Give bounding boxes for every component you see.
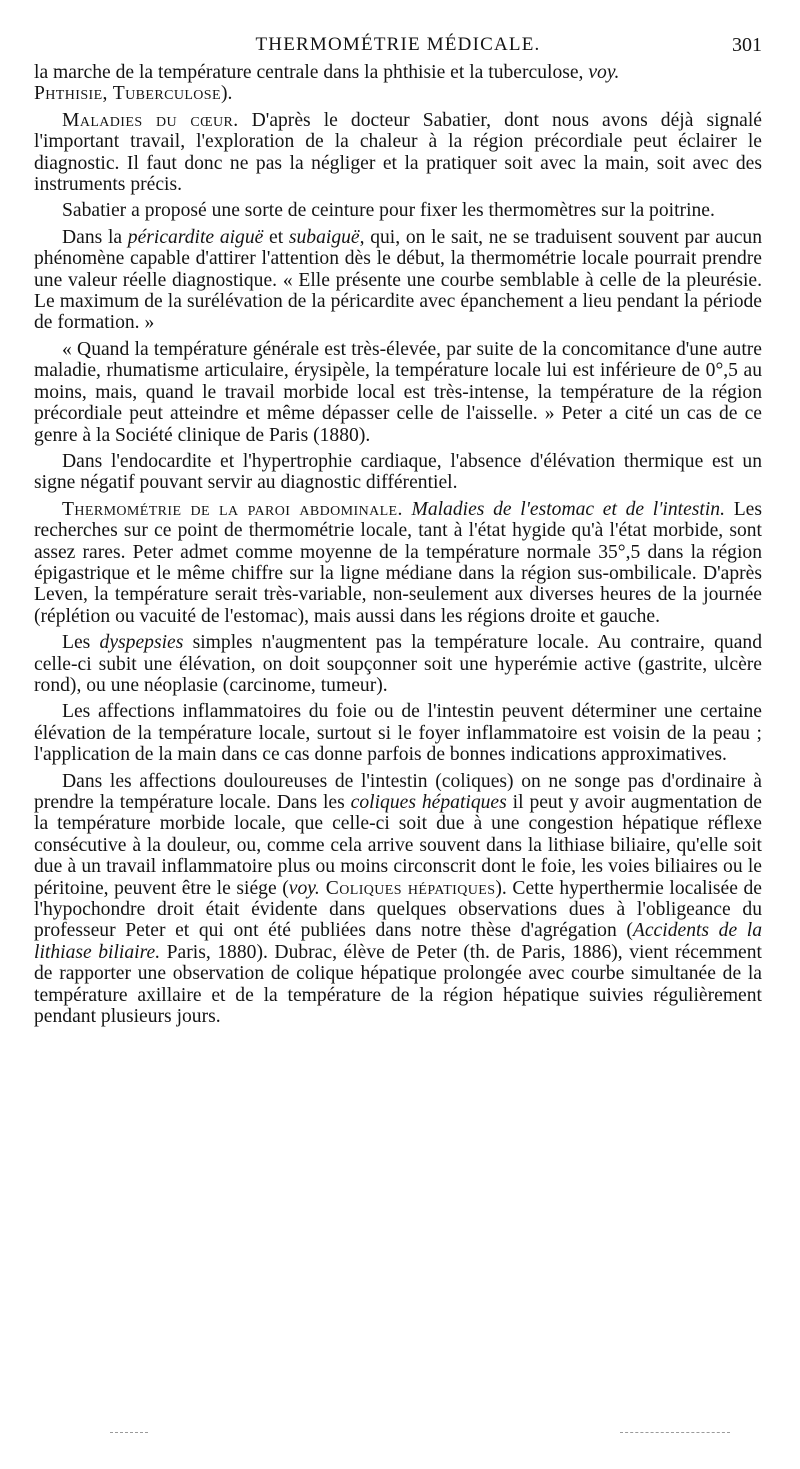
- voy-reference: voy.: [288, 877, 320, 899]
- body-text: [34, 62, 762, 1027]
- paragraph-coliques: [34, 771, 762, 1028]
- text-run: et: [263, 226, 289, 248]
- section-heading: Maladies du cœur.: [62, 109, 239, 131]
- text-run: Paris, 1880). Dubrac, élève de Peter (th. de Paris, 1886), vient récemment de rapporter une observation de colique hépatique prolongée avec courbe simultanée de la température axillaire et de la température de la région hépatique suivies régulièrement pendant plusieurs jours.: [34, 941, 762, 1028]
- print-mark-right: [620, 1432, 730, 1433]
- text-run: ). Cette hyperthermie localisée de l'hypochondre droit était évidente dans quelques observations dues à l'obligeance du professeur Peter et qui ont été publiées dans notre thèse d'agrégation (: [34, 877, 763, 942]
- text-run: , qui, on le sait, ne se traduisent souvent par aucun phénomène capable d'attirer l'attention dès le début, la thermométrie locale pourrait prendre une valeur réelle diagnostique. « Elle présente une courbe semblable à celle de la pleurésie. Le maximum de la surélévation de la péricardite avec épanchement a lieu pendant la période de formation. »: [34, 226, 763, 334]
- running-title: THERMOMÉTRIE MÉDICALE.: [255, 34, 541, 55]
- paragraph-phthisie: [34, 62, 762, 105]
- paragraph-temperature-generale: « Quand la température générale est très-élevée, par suite de la concomitance d'une autre maladie, rhumatisme articulaire, érysipèle, la température locale lui est inférieure de 0°,5 au moins, mais, quand le travail morbide local est très-intense, la température de la région précordiale peut atteindre et même dépasser celle de l'aisselle. » Peter a cité un cas de ce genre à la Société clinique de Paris (1880).: [34, 338, 762, 446]
- text-run: D'après le docteur Sabatier, dont nous avons déjà signalé l'important travail, l'exploration de la chaleur à la région précordiale peut éclairer le diagnostic. Il faut donc ne pas la négliger et la pratiquer soit avec la main, soit avec des instruments précis.: [34, 109, 762, 196]
- emphasis: subaiguë: [288, 226, 360, 248]
- paragraph-affections-inflammatoires: Les affections inflammatoires du foie ou de l'intestin peuvent déterminer une certaine élévation de la température locale, surtout si le foyer inflammatoire est voisin de la peau ; l'application de la main dans ce cas donne parfois de bonnes indications approximatives.: [34, 701, 762, 766]
- citation-title: Accidents de la lithiase biliaire.: [34, 920, 763, 963]
- cross-reference: Phthisie, Tuberculose: [34, 83, 221, 105]
- text-run: ).: [220, 83, 233, 105]
- paragraph-pericardite: [34, 227, 762, 334]
- paragraph-sabatier: Sabatier a proposé une sorte de ceinture pour fixer les thermomètres sur la poitrine.: [62, 200, 715, 222]
- book-page: [34, 28, 762, 1032]
- page-number: 301: [732, 34, 762, 56]
- emphasis: coliques hépatiques: [350, 792, 507, 813]
- subsection-title: Maladies de l'estomac et de l'intestin.: [402, 498, 726, 520]
- text-run: simples n'augmentent pas la température locale. Au contraire, quand celle-ci subit une élévation, on doit soupçonner soit une hyperémie active (gastrite, ulcère rond), ou une néoplasie (carcinome, tumeur).: [34, 632, 762, 696]
- text-run: Dans la: [62, 226, 128, 248]
- print-mark-left: [110, 1432, 148, 1433]
- text-run: il peut y avoir augmentation de la température morbide locale, que celle-ci soit due à une congestion hépatique réflexe consécutive à la douleur, ou, comme cela arrive souvent dans la lithiase biliaire, qu'elle soit due à un travail inflammatoire plus ou moins circonscrit dont le foie, les voies biliaires ou le péritoine, peuvent être le siége (: [34, 792, 762, 899]
- text-run: Les recherches sur ce point de thermométrie locale, tant à l'état hygide qu'à l'état morbide, sont assez rares. Peter admet comme moyenne de la température normale 35°,5 dans la région épigastrique et le même chiffre sur la ligne médiane dans la région sus-ombilicale. D'après Leven, la température serait très-variable, non-seulement aux diverses heures de la journée (réplétion ou vacuité de l'estomac), mais aussi dans les régions droite et gauche.: [34, 498, 762, 627]
- cross-reference: Coliques hépatiques: [319, 877, 496, 899]
- text-run: la marche de la température centrale dans la phthisie et la tuberculose,: [34, 62, 589, 83]
- text-run: Les: [62, 632, 100, 654]
- paragraph-endocardite: Dans l'endocardite et l'hypertrophie cardiaque, l'absence d'élévation thermique est un signe négatif pouvant servir au diagnostic différentiel.: [34, 450, 762, 494]
- text-run: Dans les affections douloureuses de l'intestin (coliques) on ne songe pas d'ordinaire à prendre la température locale. Dans les: [34, 770, 762, 813]
- print-marks: [110, 1432, 750, 1438]
- voy-reference: voy.: [588, 62, 620, 83]
- section-heading: Thermométrie de la paroi abdominale.: [62, 498, 403, 520]
- paragraph-paroi-abdominale: [34, 499, 762, 627]
- paragraph-maladies-du-coeur: [34, 110, 762, 196]
- page-header: [34, 28, 762, 62]
- paragraph-dyspepsies: [34, 632, 762, 696]
- emphasis: péricardite aiguë: [127, 226, 264, 248]
- emphasis: dyspepsies: [99, 632, 184, 654]
